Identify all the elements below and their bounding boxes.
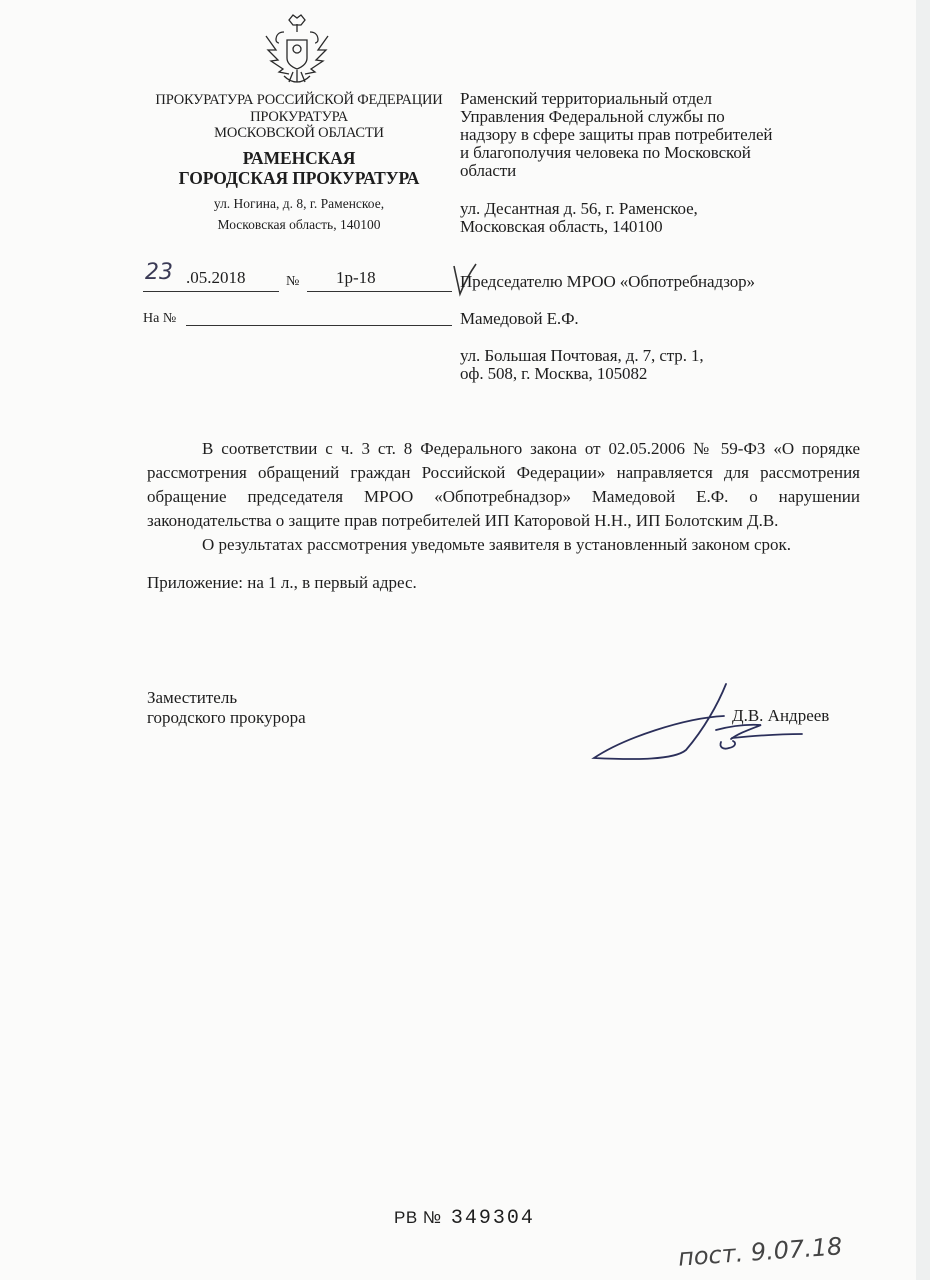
recipient2-line-1: Председателю МРОО «Обпотребнадзор»	[460, 272, 755, 291]
attachment-line: Приложение: на 1 л., в первый адрес.	[147, 573, 417, 592]
sender-line-3: МОСКОВСКОЙ ОБЛАСТИ	[214, 125, 384, 142]
recipient1-address-1: ул. Десантная д. 56, г. Раменское,	[460, 199, 698, 218]
recipient2-address-2: оф. 508, г. Москва, 105082	[460, 364, 648, 383]
serial-number: 349304	[450, 1207, 535, 1230]
signer-title	[147, 688, 306, 728]
date-day-handwritten: 23	[145, 260, 173, 285]
sender-name-2: ГОРОДСКАЯ ПРОКУРАТУРА	[178, 168, 420, 189]
reply-to-underline	[186, 325, 452, 326]
recipient1-address-2: Московская область, 140100	[460, 217, 663, 236]
reply-to-label: На №	[143, 311, 177, 326]
recipient1-block	[460, 90, 880, 236]
sender-line-1: ПРОКУРАТУРА РОССИЙСКОЙ ФЕДЕРАЦИИ	[155, 92, 443, 108]
recipient1-line-1: Раменский территориальный отдел	[460, 89, 712, 108]
recipient1-line-4: и благополучия человека по Московской	[460, 143, 751, 162]
number-value: 1р-18	[336, 268, 376, 287]
received-note: пост. 9.07.18	[677, 1232, 844, 1272]
sender-block	[138, 92, 460, 235]
number-field	[307, 266, 452, 292]
sender-address-2: Московская область, 140100	[217, 217, 381, 233]
recipient2-block	[460, 273, 880, 383]
body-paragraph-1: В соответствии с ч. 3 ст. 8 Федерального закона от 02.05.2006 № 59-ФЗ «О порядке рассмотрения обращений граждан Российской Федерации» направляется для рассмотрения обращение председателя МРОО «Обпотребнадзор» Мамедовой Е.Ф. о нарушении законодательства о защите прав потребителей ИП Каторовой Н.Н., ИП Болотским Д.В.	[147, 439, 860, 530]
serial-label: РВ №	[394, 1208, 442, 1227]
signer-title-2: городского прокурора	[147, 708, 306, 727]
scan-edge	[916, 0, 930, 1280]
coat-of-arms-icon	[262, 12, 332, 88]
signer-name: Д.В. Андреев	[732, 706, 830, 725]
date-field	[143, 260, 279, 292]
recipient2-line-2: Мамедовой Е.Ф.	[460, 309, 579, 328]
letter-body	[147, 437, 860, 595]
number-label: №	[286, 274, 300, 289]
signer-title-1: Заместитель	[147, 688, 238, 707]
serial-block	[394, 1207, 535, 1230]
sender-address-1: ул. Ногина, д. 8, г. Раменское,	[213, 196, 385, 212]
recipient1-line-5: области	[460, 161, 517, 180]
date-rest: .05.2018	[186, 268, 246, 287]
recipient1-line-2: Управления Федеральной службы по	[460, 107, 725, 126]
body-paragraph-2: О результатах рассмотрения уведомьте заявителя в установленный законом срок.	[202, 535, 792, 554]
sender-line-2: ПРОКУРАТУРА	[250, 108, 348, 125]
recipient1-line-3: надзору в сфере защиты прав потребителей	[460, 125, 773, 144]
recipient2-address-1: ул. Большая Почтовая, д. 7, стр. 1,	[460, 346, 704, 365]
number-underline	[307, 291, 452, 292]
sender-name-1: РАМЕНСКАЯ	[242, 148, 356, 169]
date-underline	[143, 291, 279, 292]
